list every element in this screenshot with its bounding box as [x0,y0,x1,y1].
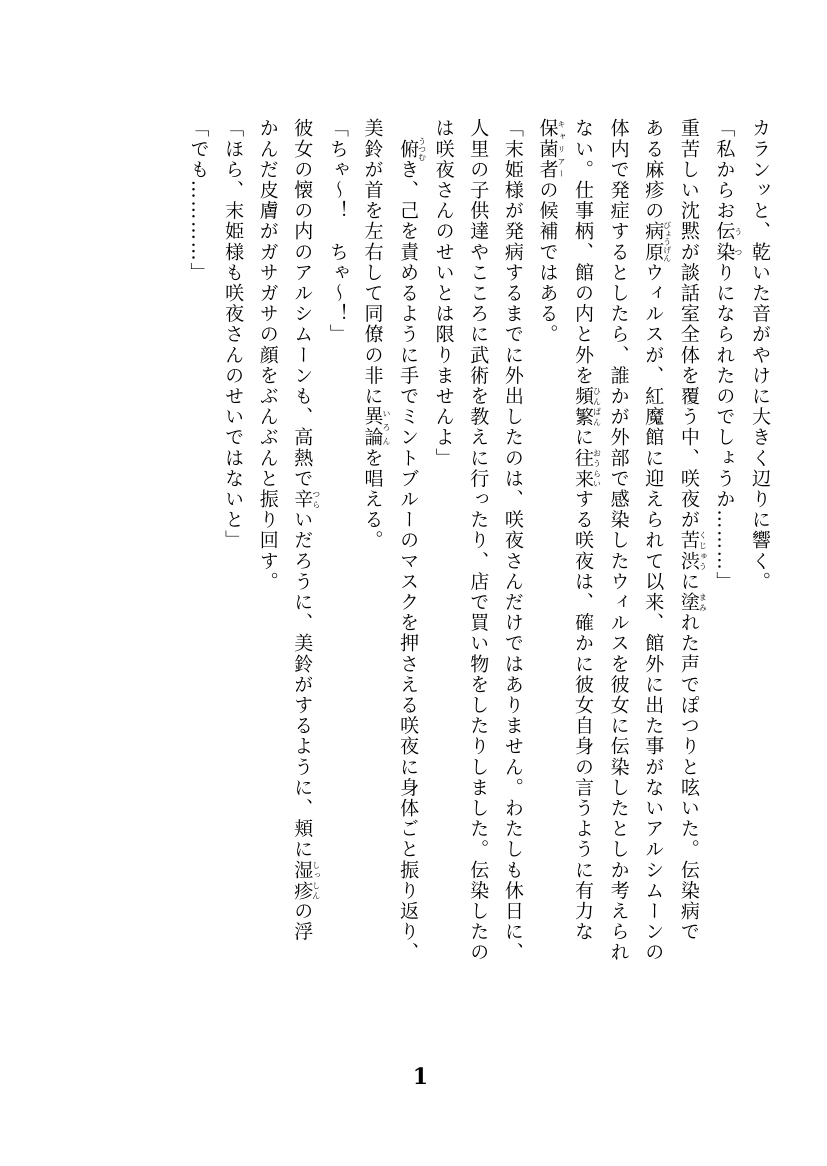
text-segment: ウィルスが、紅魔館に迎えられて以来、館外に出た事がないアルシムーンの [642,262,665,963]
ruby-base: 辛 [291,488,314,510]
ruby-annotation [291,488,321,510]
text-segment: 「ちゃ〜！ ちゃ〜！」 [326,118,349,345]
ruby-reading: つら [311,488,321,510]
text-segment: 重苦しい沈黙が談話室全体を覆う中、咲夜が [677,118,700,530]
text-segment: き、己を責めるように手でミントブルーのマスクを押さえる咲夜に身体ごと振り返り、 [397,159,420,963]
text-segment: に [572,427,595,448]
ruby-base: 塗 [677,591,700,613]
ruby-base: 伝染 [713,221,736,263]
text-line [530,118,566,1078]
ruby-base: 往来 [572,447,595,489]
vertical-text-body [47,118,777,1078]
ruby-base: 異論 [361,406,384,448]
ruby-base: 苦渋 [677,530,700,572]
text-line [390,118,426,1078]
page-number: 1 [412,1064,428,1090]
ruby-base: 病原 [642,221,665,263]
ruby-base: 俯 [397,136,420,161]
ruby-annotation [291,859,321,901]
text-line [216,118,251,1078]
text-line [426,118,461,1078]
text-segment: の浮 [291,900,314,943]
text-segment: は咲夜さんのせいとは限りませんよ」 [432,118,455,469]
text-line [355,118,391,1078]
ruby-reading: まみ [698,591,708,613]
ruby-base: 湿疹 [291,859,314,901]
text-segment: 「末姫様が発病するまでに外出したのは、咲夜さんだけではありません。わたしも休日に、 [501,118,524,963]
text-line [707,118,743,1078]
text-segment: する咲夜は、確かに彼女自身の言うように有力な [572,488,595,943]
ruby-reading: キャリアー [556,118,566,180]
ruby-annotation [677,591,708,613]
text-line [671,118,707,1078]
ruby-annotation [677,530,708,572]
ruby-reading: びょうげん [662,221,672,263]
text-segment: カランッと、乾いた音がやけに大きく辺りに響く。 [749,118,771,592]
text-line [601,118,636,1078]
ruby-reading: うつむ [417,136,427,161]
ruby-annotation [397,136,427,161]
text-segment: 体内で発症するとしたら、誰かが外部で感染したウィルスを彼女に伝染したとしか考えられ [607,118,630,963]
ruby-annotation [642,221,672,263]
ruby-annotation [713,221,743,263]
ruby-annotation [572,447,602,489]
ruby-annotation [361,406,391,448]
text-line [250,118,285,1078]
ruby-annotation [536,118,566,180]
text-line [320,118,355,1078]
text-segment: を唱える。 [361,447,384,551]
text-segment: に [677,571,700,592]
ruby-base: 頻繁 [572,385,595,428]
text-line [742,118,777,1078]
text-segment: いだろうに、美鈴がするように、頬に [291,509,314,860]
ruby-reading: いろん [381,406,391,448]
text-line [636,118,672,1078]
ruby-reading: しっしん [311,859,321,901]
text-segment: 彼女の懐の内のアルシムーンも、高熱で [291,118,314,489]
text-segment: ある麻疹の [642,118,665,221]
text-segment: 「ほら、末姫様も咲夜さんのせいではないと」 [222,118,245,551]
text-segment [397,118,419,139]
text-line [181,118,216,1078]
text-segment: れた声でぽつりと呟いた。伝染病で [677,612,700,943]
text-line [285,118,321,1078]
text-segment: の候補ではある。 [536,179,559,345]
ruby-annotation [572,385,602,428]
text-segment: 「でも…………」 [187,118,210,283]
text-segment: 人里の子供達やこころに武術を教えに行ったり、店で買い物をしたりしました。伝染したの [467,118,490,963]
ruby-reading: うつ [733,221,743,263]
ruby-reading: くじゅう [698,530,708,572]
ruby-base: 保菌者 [536,118,559,180]
text-line [461,118,496,1078]
ruby-reading: おうらい [592,447,602,489]
text-line [495,118,530,1078]
text-segment: 「私からお [713,118,736,221]
text-segment: りになられたのでしょうか………」 [713,262,736,592]
text-line [565,118,601,1078]
text-segment: 美鈴が首を左右して同僚の非に [361,118,384,407]
text-segment: かんだ皮膚がガサガサの顔をぶんぶんと振り回す。 [256,118,279,592]
ruby-reading: ひんぱん [592,385,602,427]
text-segment: ない。仕事柄、館の内と外を [572,118,595,386]
